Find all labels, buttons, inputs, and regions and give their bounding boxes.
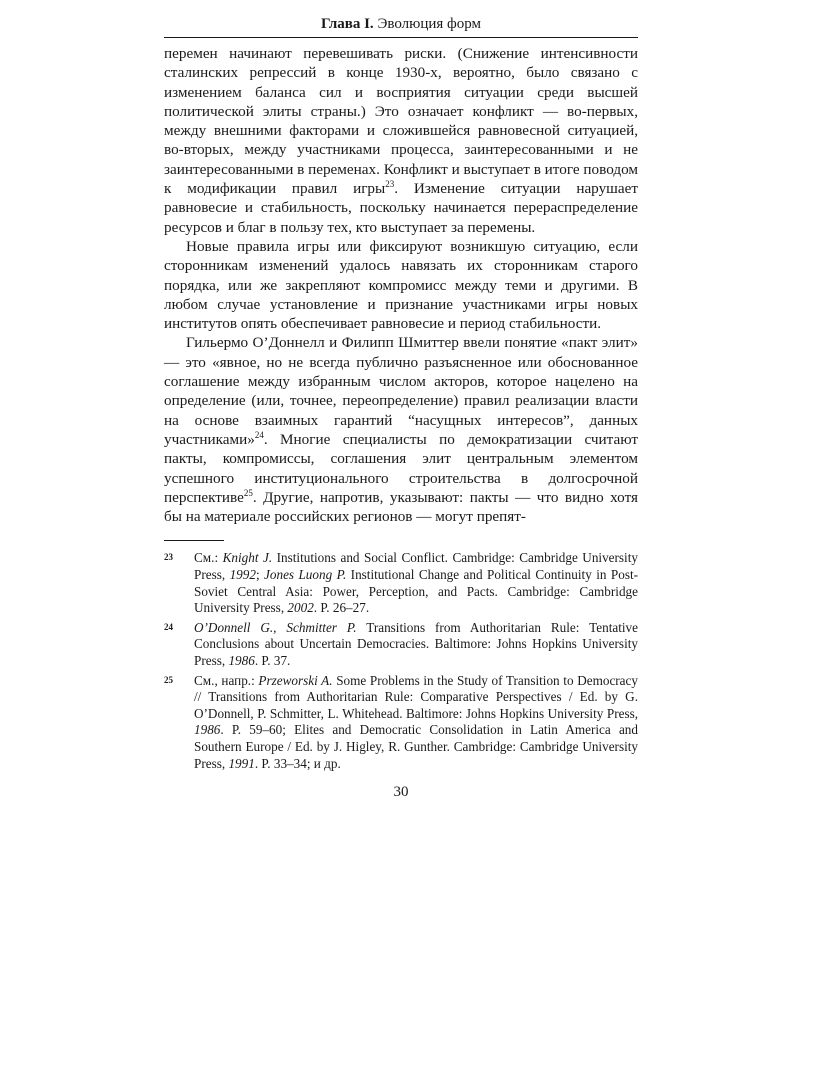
footnote-italic-segment: Knight J. [222, 550, 273, 566]
footnote-text [194, 620, 638, 668]
footnote-text [194, 550, 638, 615]
footnotes [164, 550, 638, 772]
running-head [164, 14, 638, 38]
footnote-segment: Transitions from Authoritarian Rule: Tentative Conclusions about Uncertain Democracies. Baltimore: Johns Hopkins University Press, [194, 619, 638, 668]
footnote-italic-segment: Przeworski A. [258, 672, 333, 688]
footnote-italic-segment: Jones Luong P. [264, 567, 347, 583]
footnote-segment: См., напр.: [194, 672, 259, 688]
paragraph-1-text-a: перемен начинают перевешивать риски. (Снижение интенсивности сталинских репрессий в конце 1930-х, вероятно, было связано с изменением баланса сил и восприятия ситуации среди высшей политической элиты страны.) Это означает конфликт — во-первых, между внешними факторами и сложившейся равновесной ситуацией, во-вторых, между участниками процесса, заинтересованными и не заинтересованными в переменах. Конфликт и выступает в итоге поводом к модификации правил игры [164, 45, 638, 198]
footnote-ref-24: 24 [254, 429, 264, 440]
book-page [164, 14, 638, 802]
footnote-25 [164, 673, 638, 773]
chapter-number: Глава I. [320, 16, 374, 32]
footnote-segment: Some Problems in the Study of Transition to Democracy // Transitions from Authoritarian Rule: Comparative Perspectives / Ed. by G. O’Donnell, P. Schmitter, L. Whitehead. Baltimore: Johns Hopkins University Press, [194, 672, 638, 721]
footnote-italic-segment: 1992 [229, 567, 256, 583]
footnote-segment: ; [255, 567, 265, 583]
footnote-segment: . P. 37. [254, 652, 291, 668]
footnote-segment: См.: [194, 550, 223, 566]
footnote-separator [164, 540, 224, 541]
footnote-ref-23: 23 [385, 179, 395, 190]
footnote-segment: . P. 59–60; Elites and Democratic Consolidation in Latin America and Southern Europe / Ed. by J. Higley, R. Gunther. Cambridge: Cambridge University Press, [194, 722, 638, 771]
footnote-23 [164, 550, 638, 616]
footnote-italic-segment: 1991 [228, 755, 255, 771]
footnote-ref-25: 25 [243, 487, 253, 498]
footnote-number: 23 [164, 552, 173, 563]
footnote-segment: Institutional Change and Political Continuity in Post-Soviet Central Asia: Power, Perception, and Pacts. Cambridge: Cambridge University Press, [194, 567, 639, 616]
paragraph-3-text-b: . Многие специалисты по демократизации считают пакты, компромиссы, соглашения элит центральным элементом успешного институционального строительства в долгосрочной перспективе [164, 430, 638, 506]
footnote-segment: . P. 33–34; и др. [254, 755, 341, 771]
paragraph-3-text-a: Гильермо О’Доннелл и Филипп Шмиттер ввели понятие «пакт элит» — это «явное, но не всегда публично разъясненное или обоснованное соглашение между избранным числом акторов, которое нацелено на определение (или, точнее, переопределение) правил реализации власти на основе взаимных гарантий “насущных интересов”, данных участниками» [164, 334, 638, 448]
footnote-italic-segment: 1986 [194, 722, 221, 738]
paragraph-3 [164, 333, 638, 526]
footnote-24 [164, 620, 638, 670]
paragraph-1-text-b: . Изменение ситуации нарушает равновесие и стабильность, поскольку начинается перераспределение ресурсов и благ в пользу тех, кто выступает за перемены. [164, 180, 638, 236]
paragraph-1 [164, 44, 638, 237]
paragraph-2: Новые правила игры или фиксируют возникшую ситуацию, если сторонникам изменений удалось навязать их сторонникам старого порядка, или же закрепляют компромисс между теми и другими. В любом случае установление и признание участниками игры новых институтов опять обеспечивает равновесие и период стабильности. [164, 237, 638, 333]
footnote-italic-segment: O’Donnell G., Schmitter P. [194, 619, 357, 635]
paragraph-3-text-c: . Другие, напротив, указывают: пакты — что видно хотя бы на материале российских регионов — могут препят- [164, 488, 638, 526]
footnote-number: 24 [164, 621, 173, 632]
footnote-italic-segment: 2002 [287, 600, 314, 616]
chapter-title: Эволюция форм [377, 16, 482, 32]
body-text [164, 44, 638, 526]
footnote-number: 25 [164, 674, 173, 685]
page-number: 30 [393, 784, 409, 801]
footnote-italic-segment: 1986 [228, 652, 255, 668]
footnote-segment: Institutions and Social Conflict. Cambridge: Cambridge University Press, [194, 550, 638, 583]
footnote-text [194, 673, 638, 771]
footnote-segment: . P. 26–27. [313, 600, 370, 616]
